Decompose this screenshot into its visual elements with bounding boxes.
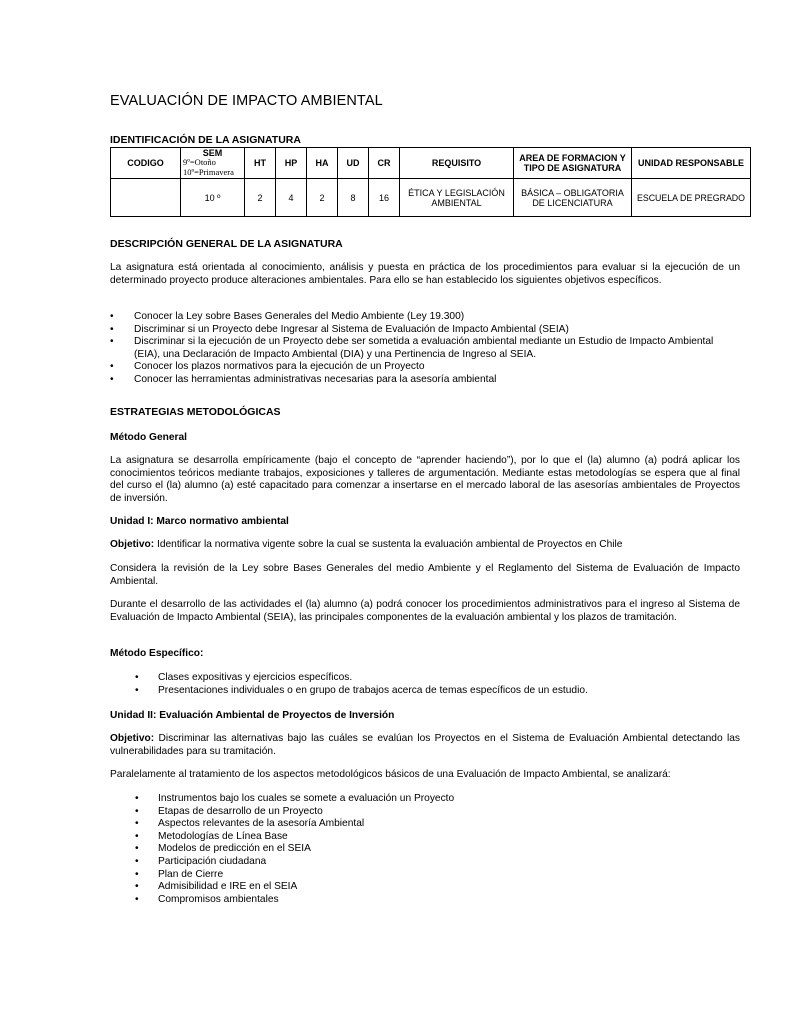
list-item: • Presentaciones individuales o en grupo de trabajos acerca de temas específicos de un estudio. (135, 685, 735, 698)
cell-sem: 10 º (181, 179, 245, 217)
list-item: • Metodologías de Línea Base (135, 831, 735, 844)
list-item: • Plan de Cierre (135, 869, 735, 882)
header-sem-label: SEM (202, 147, 223, 158)
header-cr: CR (369, 148, 400, 179)
list-item: • Admisibilidad e IRE en el SEIA (135, 881, 735, 894)
list-item: • Instrumentos bajo los cuales se somete a evaluación un Proyecto (135, 793, 735, 806)
cell-cr: 16 (369, 179, 400, 217)
list-item: • Etapas de desarrollo de un Proyecto (135, 806, 735, 819)
header-sem-option-2: 10º=Primavera (183, 166, 234, 177)
descripcion-bullets (110, 311, 740, 387)
list-item: • Conocer las herramientas administrativas necesarias para la asesoría ambiental (110, 374, 740, 387)
cell-requisito: ÉTICA Y LEGISLACIÓN AMBIENTAL (400, 179, 514, 217)
unidad2-list (135, 793, 735, 906)
unidad1-paragraph-1: Considera la revisión de la Ley sobre Bases Generales del medio Ambiente y el Reglamento del Sistema de Evaluación de Impacto Ambiental. (110, 563, 740, 587)
header-sem (181, 148, 245, 179)
header-ht: HT (245, 148, 276, 179)
cell-ha: 2 (307, 179, 338, 217)
header-requisito: REQUISITO (400, 148, 514, 179)
header-hp: HP (276, 148, 307, 179)
unidad2-paragraph-1: Paralelamente al tratamiento de los aspectos metodológicos básicos de una Evaluación de Impacto Ambiental, se analizará: (110, 769, 671, 780)
metodo-especifico-list (135, 672, 735, 697)
unidad2-objetivo-label: Objetivo: (110, 733, 155, 744)
list-item: • Compromisos ambientales (135, 894, 735, 907)
unidad1-heading: Unidad I: Marco normativo ambiental (110, 516, 289, 527)
metodo-especifico-heading: Método Específico: (110, 648, 204, 659)
document-title: EVALUACIÓN DE IMPACTO AMBIENTAL (110, 93, 383, 109)
unidad1-objetivo (110, 539, 740, 552)
list-item: • Clases expositivas y ejercicios específicos. (135, 672, 735, 685)
identificacion-heading: IDENTIFICACIÓN DE LA ASIGNATURA (110, 134, 301, 146)
header-unidad: UNIDAD RESPONSABLE (632, 148, 751, 179)
header-area: AREA DE FORMACION Y TIPO DE ASIGNATURA (514, 148, 632, 179)
unidad1-objetivo-label: Objetivo: (110, 539, 155, 550)
unidad1-objetivo-text: Identificar la normativa vigente sobre la cual se sustenta la evaluación ambiental de Proyectos en Chile (154, 539, 623, 550)
header-ha: HA (307, 148, 338, 179)
cell-ht: 2 (245, 179, 276, 217)
list-item: • Discriminar si la ejecución de un Proyecto debe ser sometida a evaluación ambiental mediante un Estudio de Impacto Ambiental (EIA), una Declaración de Impacto Ambiental (DIA) y una Pertinencia de Ingreso al SEIA. (110, 336, 740, 361)
cell-unidad: ESCUELA DE PREGRADO (632, 179, 751, 217)
list-item: • Participación ciudadana (135, 856, 735, 869)
list-item: • Modelos de predicción en el SEIA (135, 843, 735, 856)
metodo-general-heading: Método General (110, 432, 187, 443)
unidad2-objetivo (110, 733, 740, 758)
descripcion-heading: DESCRIPCIÓN GENERAL DE LA ASIGNATURA (110, 238, 343, 250)
cell-hp: 4 (276, 179, 307, 217)
cell-codigo (111, 179, 181, 217)
header-ud: UD (338, 148, 369, 179)
header-sem-option-1: 9º=Otoño (183, 157, 216, 168)
list-item: • Conocer los plazos normativos para la ejecución de un Proyecto (110, 361, 740, 374)
cell-ud: 8 (338, 179, 369, 217)
list-item: • Conocer la Ley sobre Bases Generales del Medio Ambiente (Ley 19.300) (110, 311, 740, 324)
unidad2-heading: Unidad II: Evaluación Ambiental de Proyectos de Inversión (110, 710, 395, 721)
table-row (111, 179, 751, 217)
metodo-general-text: La asignatura se desarrolla empíricamente (bajo el concepto de “aprender haciendo”), por lo que el (la) alumno (a) podrá aplicar los conocimientos teóricos mediante trabajos, exposiciones y talleres de argumentación. Mediante estas metodologías se espera que al final del curso el (la) alumno (a) esté capacitado para comenzar a insertarse en el mercado laboral de las asesorías ambientales de Proyectos de inversión. (110, 455, 740, 504)
descripcion-text: La asignatura está orientada al conocimiento, análisis y puesta en práctica de los procedimientos para evaluar si la ejecución de un determinado proyecto produce alteraciones ambientales. Para ello se han establecido los siguientes objetivos específicos. (110, 262, 740, 286)
cell-area: BÁSICA – OBLIGATORIA DE LICENCIATURA (514, 179, 632, 217)
table-header-row (111, 148, 751, 179)
list-item: • Discriminar si un Proyecto debe Ingresar al Sistema de Evaluación de Impacto Ambiental (SEIA) (110, 324, 740, 337)
list-item: • Aspectos relevantes de la asesoría Ambiental (135, 818, 735, 831)
identificacion-table (110, 147, 751, 217)
header-codigo: CODIGO (111, 148, 181, 179)
unidad1-paragraph-2: Durante el desarrollo de las actividades el (la) alumno (a) podrá conocer los procedimientos administrativos para el ingreso al Sistema de Evaluación de Impacto Ambiental (SEIA), las principales componentes de la evaluación ambiental y los plazos de tramitación. (110, 599, 740, 623)
unidad2-objetivo-text: Discriminar las alternativas bajo las cuáles se evalúan los Proyectos en el Sistema de Evaluación Ambiental detectando las vulnerabilidades para su tramitación. (110, 733, 740, 757)
estrategias-heading: ESTRATEGIAS METODOLÓGICAS (110, 406, 281, 418)
